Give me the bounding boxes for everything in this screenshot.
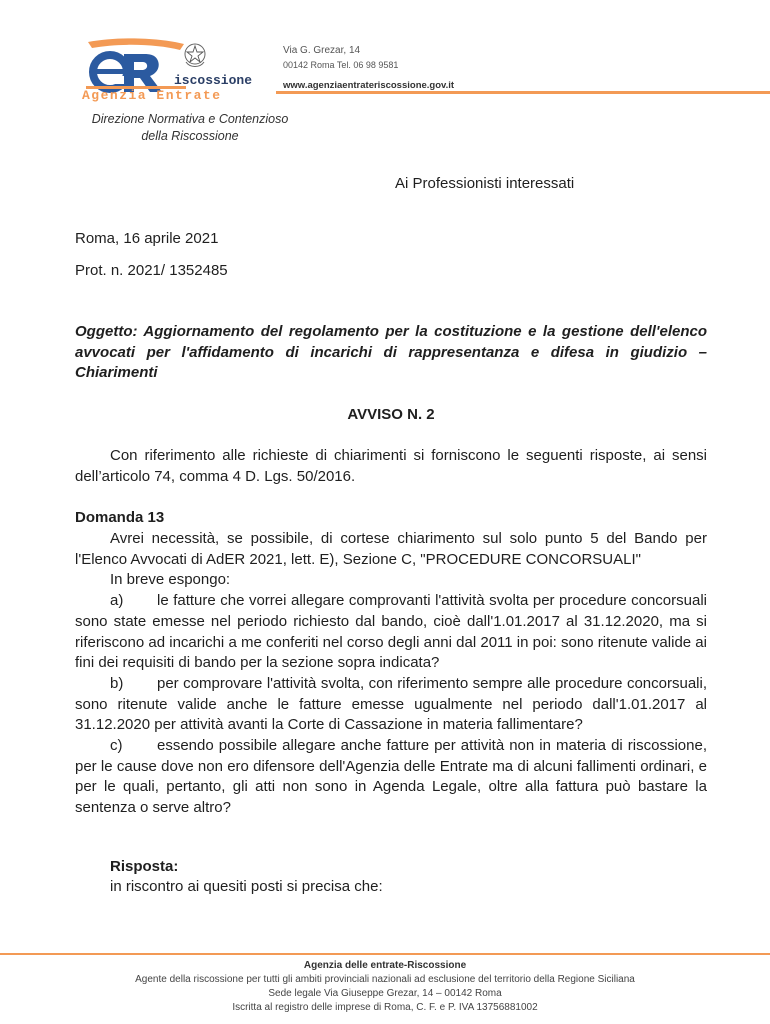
question-body <box>75 529 707 819</box>
answer-heading: Risposta: <box>110 858 179 875</box>
department-line-1: Direzione Normativa e Contenzioso <box>91 112 289 126</box>
recipient: Ai Professionisti interessati <box>395 175 575 192</box>
footer-registry: Iscritta al registro delle imprese di Roma, C. F. e P. IVA 13756881002 <box>232 1002 538 1013</box>
agency-logo <box>80 36 270 102</box>
question-paragraph-2: In breve espongo: <box>110 571 231 589</box>
item-text: essendo possibile allegare anche fatture per attività non in materia di riscossione, per le cause dove non ero difensore dell'Agenzia delle Entrate ma di alcuni fallimenti ordinari, e per le quali, pertanto, gli atti non sono in Agenda Legale, oltre alla fattura può bastare la sentenza o serve altro? <box>75 737 707 817</box>
protocol-number: Prot. n. 2021/ 1352485 <box>75 262 228 279</box>
letter-date: Roma, 16 aprile 2021 <box>75 230 219 247</box>
footer-registered-office: Sede legale Via Giuseppe Grezar, 14 – 00142 Roma <box>268 988 502 999</box>
item-label: c) <box>110 737 123 755</box>
footer-agency-name: Agenzia delle entrate-Riscossione <box>303 960 467 971</box>
question-paragraph-1: Avrei necessità, se possibile, di cortese chiarimento sul solo punto 5 del Bando per l'Elenco Avvocati di AdER 2021, lett. E), Sezione C, "PROCEDURE CONCORSUALI" <box>75 530 707 568</box>
footer-divider <box>0 953 770 955</box>
address-line-2: 00142 Roma Tel. 06 98 9581 <box>283 60 399 70</box>
logo-wordmark: iscossione <box>174 73 253 88</box>
item-text: per comprovare l'attività svolta, con riferimento sempre alle procedure concorsuali, sono ritenute valide anche le fatture emesse ugualmente nel periodo dall'1.01.2017 al 31.12.2020 per attività avanti la Corte di Cassazione in materia fallimentare? <box>75 674 707 734</box>
question-item-b <box>75 674 707 736</box>
answer-text: in riscontro ai quesiti posti si precisa che: <box>110 878 383 895</box>
item-text: le fatture che vorrei allegare comprovanti l'attività svolta per procedure concorsuali sono state emesse nel periodo richiesto dal bando, cioè dall'1.01.2017 al 31.12.2020, ma si riferiscono ad incarichi a me conferiti nel corso degli anni dal 2011 in poi: sono ritenute valide ai fini dei requisiti di bando per la sezione sopra indicata? <box>75 592 707 672</box>
question-heading: Domanda 13 <box>75 509 165 526</box>
logo-subtitle: Agenzia Entrate <box>82 88 222 102</box>
question-item-c <box>75 736 707 819</box>
item-label: b) <box>110 674 124 692</box>
intro-paragraph: Con riferimento alle richieste di chiarimenti si forniscono le seguenti risposte, ai sensi dell’articolo 74, comma 4 D. Lgs. 50/2016. <box>75 447 707 485</box>
item-label: a) <box>110 592 124 610</box>
subject: Oggetto: Aggiornamento del regolamento per la costituzione e la gestione dell'elenco avvocati per l'affidamento di incarichi di rappresentanza e difesa in giudizio – Chiarimenti <box>75 323 707 382</box>
header-divider <box>276 91 770 94</box>
department-line-2: della Riscossione <box>141 129 239 143</box>
notice-title: AVVISO N. 2 <box>347 406 435 423</box>
footer-description: Agente della riscossione per tutti gli ambiti provinciali nazionali ad esclusione del territorio della Regione Siciliana <box>135 974 635 985</box>
address-line-1: Via G. Grezar, 14 <box>283 45 361 56</box>
website-link[interactable]: www.agenziaentrateriscossione.gov.it <box>283 80 455 91</box>
question-item-a <box>75 591 707 674</box>
italian-republic-emblem-icon <box>182 40 208 70</box>
